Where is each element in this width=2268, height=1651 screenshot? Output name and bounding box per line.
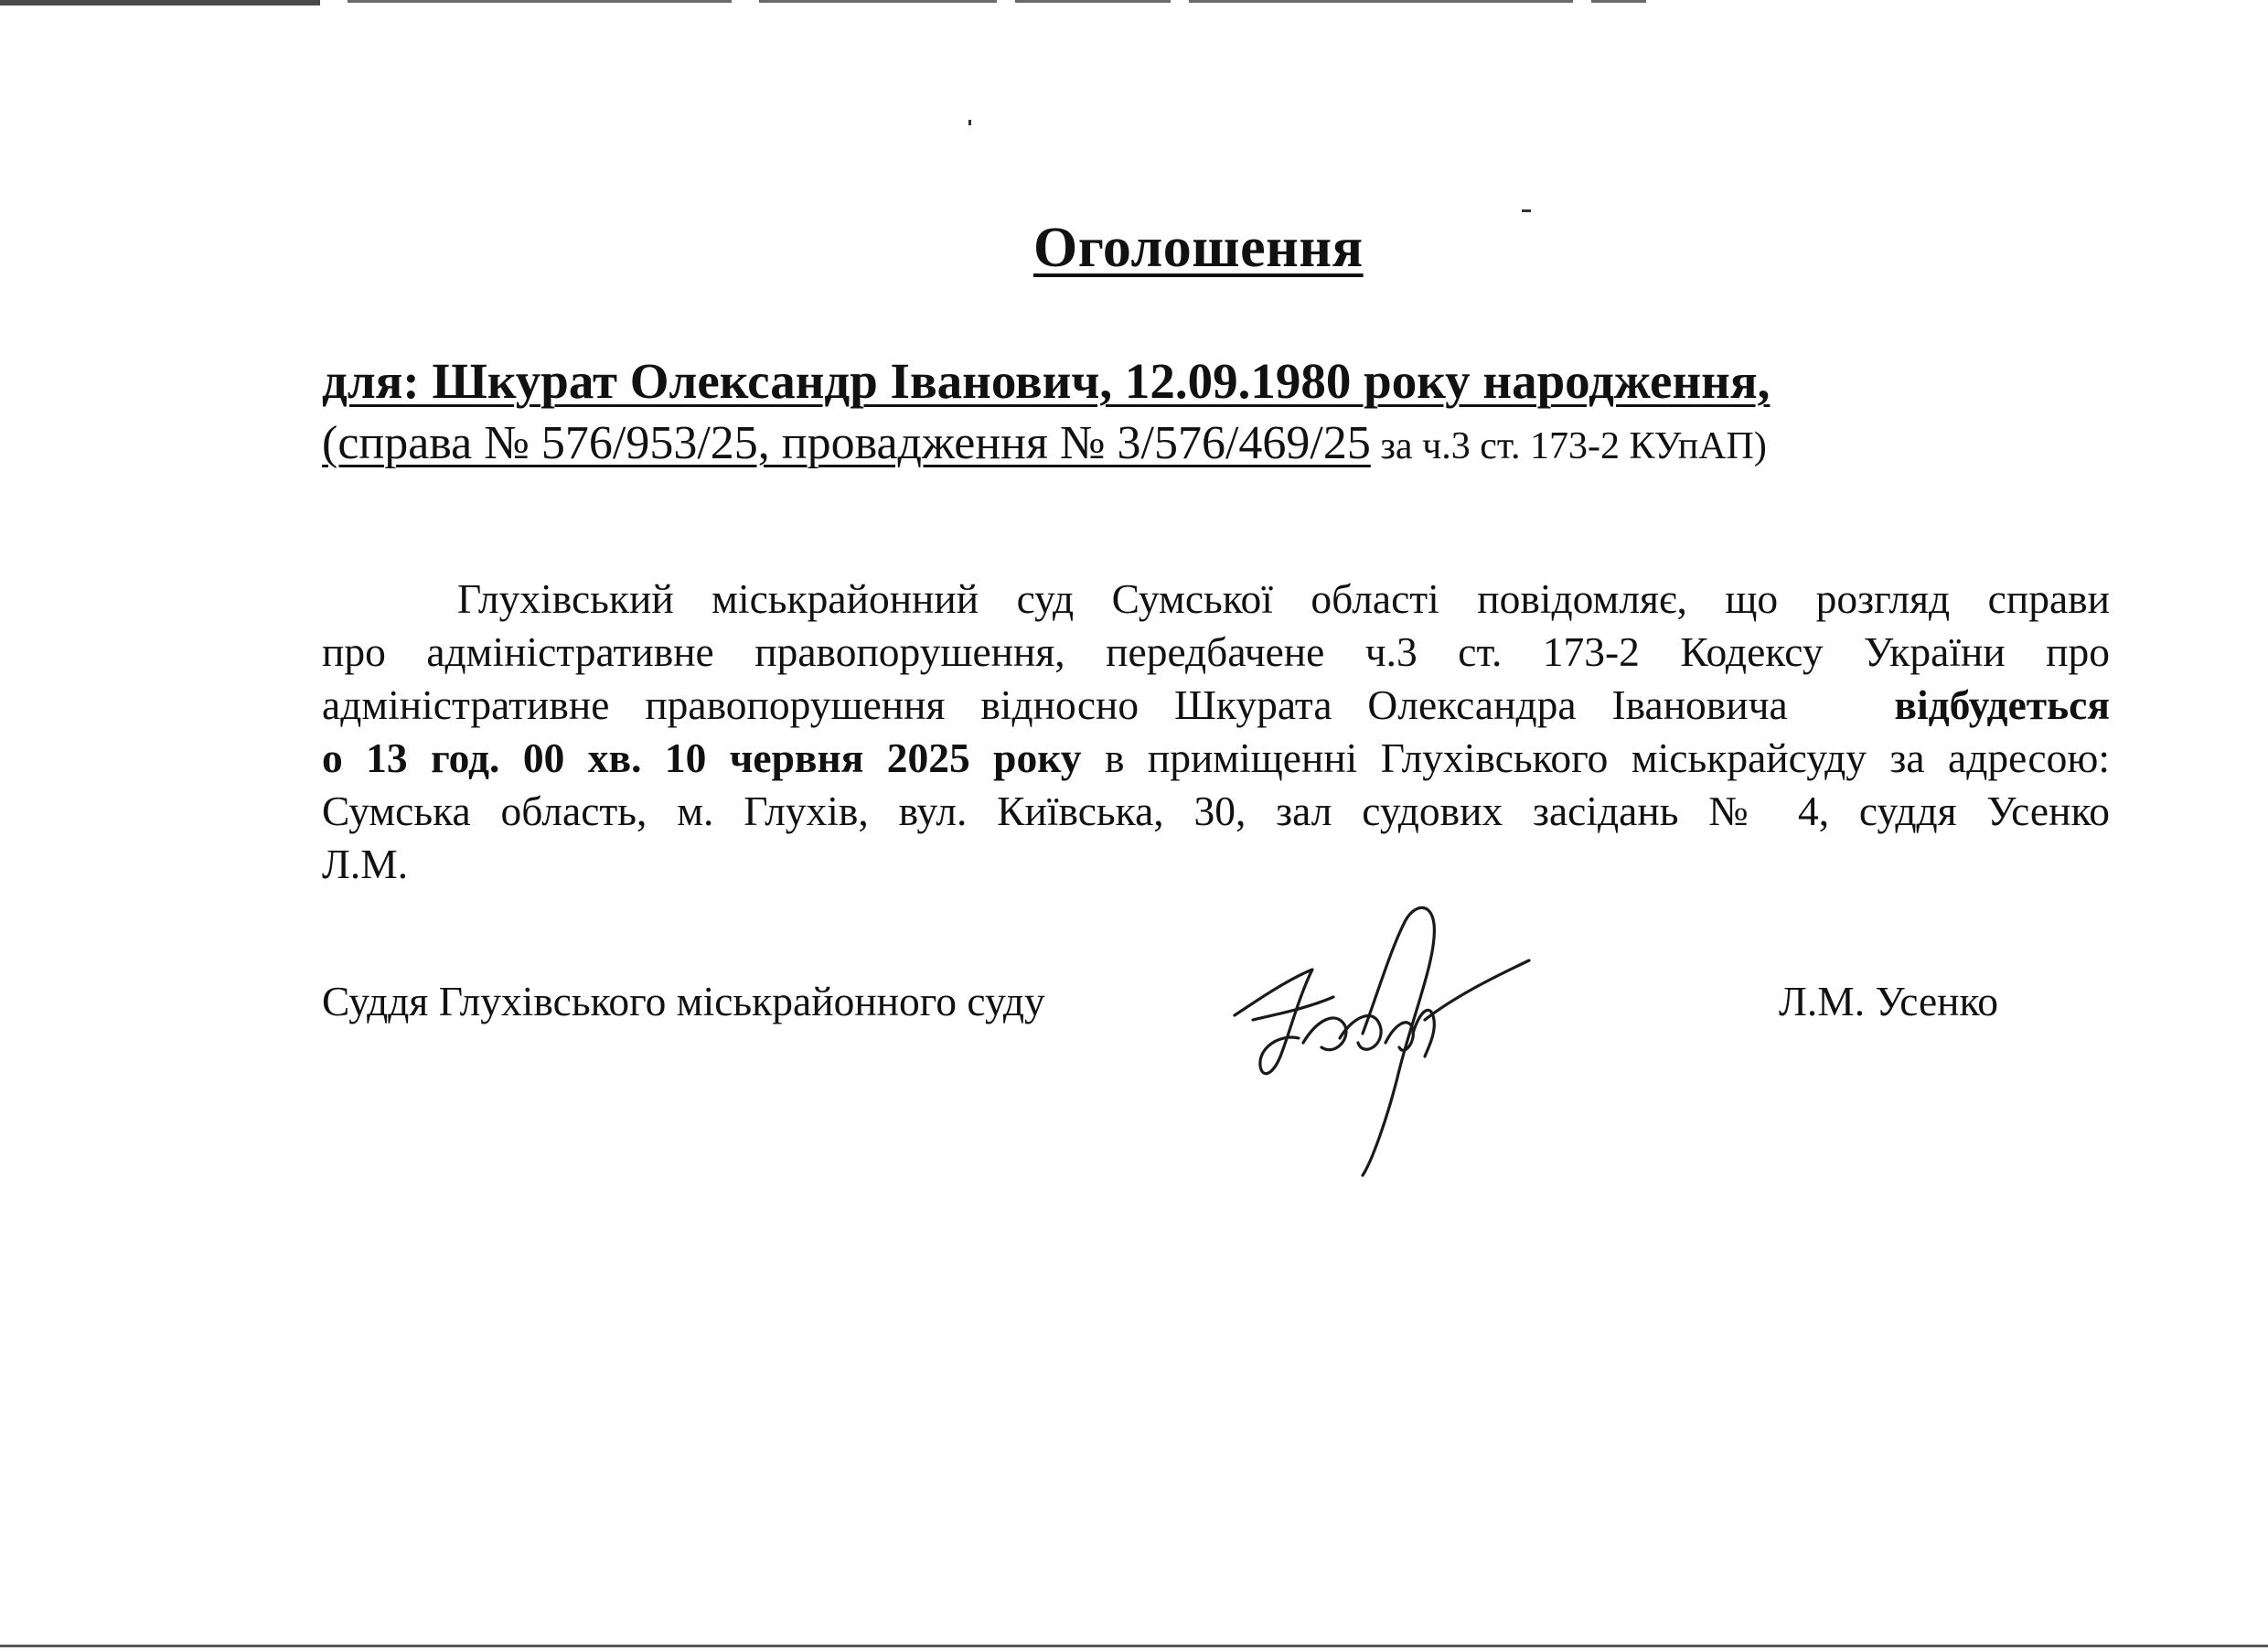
body-line: Глухівський міськрайонний суд Сумської області повідомляє, що розгляд справи (457, 575, 2110, 622)
case-article: за ч.3 ст. 173-2 КУпАП) (1370, 425, 1767, 467)
case-reference (322, 416, 1767, 470)
body-line: Л.М. (322, 841, 409, 887)
notice-body (322, 573, 2110, 891)
scan-speck (1522, 209, 1531, 212)
recipient-line: для: Шкурат Олександр Іванович, 12.09.1980 року народження, (322, 353, 1771, 409)
scan-speck (968, 120, 971, 125)
scan-edge-artifact (0, 0, 1664, 7)
body-line: про адміністративне правопорушення, передбачене ч.3 ст. 173-2 Кодексу України про (322, 628, 2110, 675)
body-line: Сумська область, м. Глухів, вул. Київська, 30, зал судових засідань № 4, суддя Усенко (322, 788, 2110, 834)
body-line: о 13 год. 00 хв. 10 червня 2025 року в приміщенні Глухівського міськрайсуду за адресою: (322, 734, 2110, 781)
document-title: Оголошення (1033, 217, 1364, 279)
judge-position: Суддя Глухівського міськрайонного суду (322, 978, 1045, 1024)
hearing-emphasis: відбудеться (1894, 681, 2110, 728)
case-number: (справа № 576/953/25, провадження № 3/576/469/25 (322, 417, 1371, 469)
body-line: адміністративне правопорушення відносно Шкурата Олександра Івановича відбудеться (322, 681, 2110, 728)
scan-bottom-edge (0, 1645, 2268, 1647)
judge-name: Л.М. Усенко (1779, 978, 1999, 1024)
hearing-datetime: о 13 год. 00 хв. 10 червня 2025 року (322, 734, 1082, 781)
handwritten-signature (1225, 860, 1536, 1180)
